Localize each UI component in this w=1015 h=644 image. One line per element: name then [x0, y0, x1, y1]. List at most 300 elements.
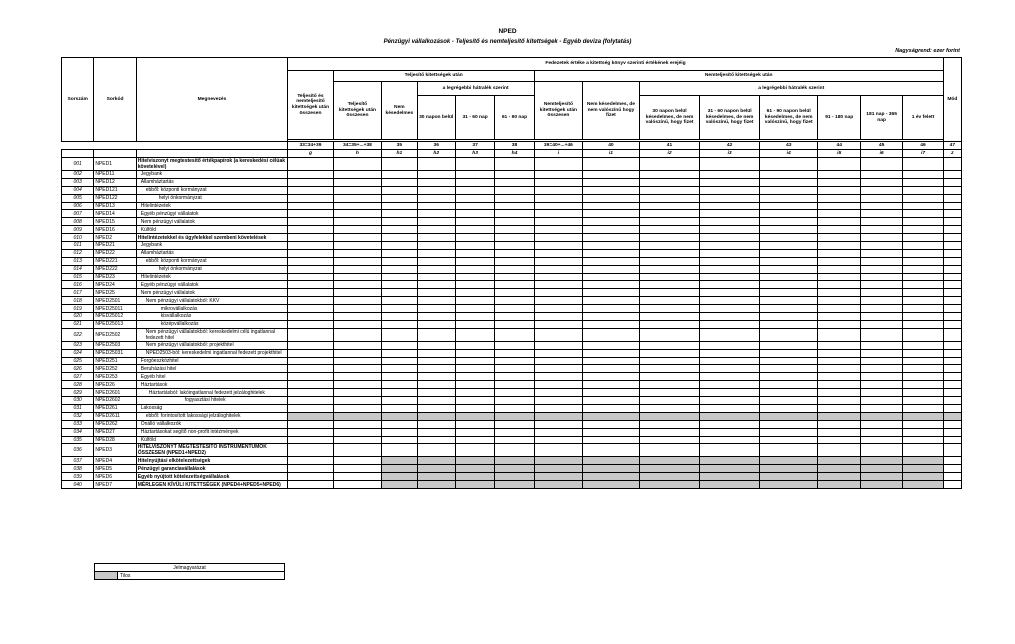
value-cell: [759, 389, 818, 397]
row-code: NPED2602: [94, 397, 136, 405]
col-perf-total: Teljesítő kitettségek után összesen: [333, 82, 381, 140]
value-cell: [417, 389, 455, 397]
value-cell: [759, 473, 818, 481]
value-cell: [903, 273, 943, 281]
value-cell: [583, 234, 640, 242]
table-row: [62, 158, 962, 171]
value-cell: [903, 242, 943, 250]
value-cell: [860, 257, 902, 265]
value-cell: [534, 457, 582, 465]
value-cell: [903, 444, 943, 457]
value-cell: [417, 178, 455, 186]
value-cell: [333, 481, 381, 489]
letter-cell: i2: [639, 150, 700, 158]
table-row: [62, 242, 962, 250]
row-name: Hitelnyújtási elkötelezettségek: [136, 457, 288, 465]
value-cell: [943, 202, 961, 210]
value-cell: [534, 171, 582, 179]
value-cell: [700, 210, 760, 218]
value-cell: [583, 194, 640, 202]
value-cell: [700, 273, 760, 281]
row-number: 020: [62, 313, 94, 321]
table-row: [62, 249, 962, 257]
value-cell: [903, 473, 943, 481]
table-row: [62, 349, 962, 357]
value-cell: [759, 381, 818, 389]
value-cell: [455, 365, 494, 373]
value-cell: [639, 265, 700, 273]
value-cell: [534, 412, 582, 420]
row-code: NPED4: [94, 457, 136, 465]
value-cell: [639, 313, 700, 321]
value-cell: [700, 436, 760, 444]
value-cell: [759, 428, 818, 436]
value-cell: [903, 341, 943, 349]
value-cell: [943, 194, 961, 202]
formula-cell: 41: [639, 142, 700, 150]
value-cell: [943, 257, 961, 265]
value-cell: [382, 218, 417, 226]
value-cell: [860, 381, 902, 389]
value-cell: [288, 373, 333, 381]
row-code: NPED2601: [94, 389, 136, 397]
table-row: [62, 297, 962, 305]
row-name: Nem pénzügyi vállalatokból: KKV: [136, 297, 288, 305]
value-cell: [495, 202, 534, 210]
row-code: NPED12: [94, 178, 136, 186]
value-cell: [382, 436, 417, 444]
row-code: NPED251: [94, 357, 136, 365]
value-cell: [700, 281, 760, 289]
col-p61: 61 - 90 nap: [495, 96, 534, 140]
table-row: [62, 186, 962, 194]
value-cell: [495, 281, 534, 289]
value-cell: [943, 341, 961, 349]
value-cell: [495, 389, 534, 397]
value-cell: [583, 257, 640, 265]
value-cell: [639, 457, 700, 465]
value-cell: [759, 171, 818, 179]
value-cell: [288, 186, 333, 194]
value-cell: [382, 171, 417, 179]
value-cell: [639, 178, 700, 186]
value-cell: [903, 289, 943, 297]
row-number: 001: [62, 158, 94, 171]
value-cell: [495, 186, 534, 194]
value-cell: [534, 444, 582, 457]
row-number: 008: [62, 218, 94, 226]
value-cell: [759, 349, 818, 357]
value-cell: [534, 404, 582, 412]
value-cell: [639, 289, 700, 297]
value-cell: [288, 265, 333, 273]
value-cell: [534, 365, 582, 373]
row-name: Nem pénzügyi vállalatok: [136, 218, 288, 226]
value-cell: [818, 281, 860, 289]
value-cell: [818, 444, 860, 457]
letter-cell: i1: [583, 150, 640, 158]
value-cell: [455, 289, 494, 297]
row-number: 034: [62, 428, 94, 436]
value-cell: [417, 373, 455, 381]
value-cell: [495, 242, 534, 250]
value-cell: [288, 234, 333, 242]
value-cell: [534, 242, 582, 250]
formula-cell: 45: [860, 142, 902, 150]
value-cell: [943, 305, 961, 313]
value-cell: [860, 389, 902, 397]
value-cell: [943, 171, 961, 179]
row-code: NPED122: [94, 194, 136, 202]
table-row: [62, 171, 962, 179]
value-cell: [700, 444, 760, 457]
value-cell: [818, 473, 860, 481]
value-cell: [903, 457, 943, 465]
value-cell: [495, 357, 534, 365]
table-row: [62, 202, 962, 210]
value-cell: [455, 265, 494, 273]
value-cell: [759, 412, 818, 420]
value-cell: [333, 218, 381, 226]
value-cell: [333, 257, 381, 265]
value-cell: [903, 420, 943, 428]
row-name: Egyéb nyújtott kötelezettségvállalások: [136, 473, 288, 481]
legend-swatch: [95, 572, 118, 580]
value-cell: [943, 320, 961, 328]
table-row: [62, 412, 962, 420]
value-cell: [534, 420, 582, 428]
row-name: Egyéb pénzügyi vállalatok: [136, 281, 288, 289]
value-cell: [860, 365, 902, 373]
row-code: NPED25011: [94, 305, 136, 313]
formula-cell: 44: [818, 142, 860, 150]
value-cell: [903, 428, 943, 436]
row-number: 040: [62, 481, 94, 489]
value-cell: [333, 273, 381, 281]
value-cell: [700, 420, 760, 428]
value-cell: [288, 444, 333, 457]
row-code: NPED21: [94, 242, 136, 250]
value-cell: [534, 289, 582, 297]
value-cell: [583, 178, 640, 186]
value-cell: [943, 381, 961, 389]
value-cell: [288, 242, 333, 250]
value-cell: [382, 249, 417, 257]
value-cell: [455, 257, 494, 265]
row-code: NPED25031: [94, 349, 136, 357]
value-cell: [382, 397, 417, 405]
value-cell: [288, 457, 333, 465]
value-cell: [860, 465, 902, 473]
value-cell: [583, 381, 640, 389]
value-cell: [700, 305, 760, 313]
value-cell: [417, 273, 455, 281]
value-cell: [639, 389, 700, 397]
value-cell: [534, 381, 582, 389]
row-number: 035: [62, 436, 94, 444]
value-cell: [288, 404, 333, 412]
value-cell: [818, 305, 860, 313]
value-cell: [417, 171, 455, 179]
value-cell: [288, 481, 333, 489]
value-cell: [417, 265, 455, 273]
row-name: középvállalkozás: [136, 320, 288, 328]
table-row: [62, 397, 962, 405]
value-cell: [903, 313, 943, 321]
value-cell: [700, 249, 760, 257]
formula-cell: 37: [455, 142, 494, 150]
value-cell: [455, 313, 494, 321]
value-cell: [382, 328, 417, 341]
value-cell: [583, 249, 640, 257]
value-cell: [759, 457, 818, 465]
value-cell: [759, 186, 818, 194]
value-cell: [583, 242, 640, 250]
value-cell: [288, 397, 333, 405]
formula-cell: 34=35+...+38: [333, 142, 381, 150]
value-cell: [417, 242, 455, 250]
value-cell: [583, 481, 640, 489]
value-cell: [382, 257, 417, 265]
value-cell: [860, 428, 902, 436]
value-cell: [639, 234, 700, 242]
value-cell: [495, 473, 534, 481]
row-name: Háztartásokat segítő non-profit intézmények: [136, 428, 288, 436]
value-cell: [860, 234, 902, 242]
value-cell: [639, 320, 700, 328]
table-row: [62, 194, 962, 202]
value-cell: [495, 404, 534, 412]
col-p30: 30 napon belül: [417, 96, 455, 140]
value-cell: [333, 404, 381, 412]
value-cell: [818, 404, 860, 412]
col-perf-overdue: a legrégebbi hátralék szerint: [417, 82, 534, 96]
value-cell: [495, 218, 534, 226]
value-cell: [818, 320, 860, 328]
report-table: [61, 57, 962, 489]
value-cell: [903, 265, 943, 273]
formula-cell: 46: [903, 142, 943, 150]
value-cell: [455, 428, 494, 436]
value-cell: [860, 186, 902, 194]
value-cell: [417, 186, 455, 194]
row-name: Lakosság: [136, 404, 288, 412]
value-cell: [534, 305, 582, 313]
value-cell: [583, 273, 640, 281]
value-cell: [639, 465, 700, 473]
value-cell: [333, 320, 381, 328]
value-cell: [333, 349, 381, 357]
value-cell: [943, 218, 961, 226]
value-cell: [903, 397, 943, 405]
value-cell: [417, 313, 455, 321]
value-cell: [943, 265, 961, 273]
value-cell: [860, 202, 902, 210]
value-cell: [455, 381, 494, 389]
value-cell: [455, 481, 494, 489]
value-cell: [903, 249, 943, 257]
value-cell: [943, 365, 961, 373]
value-cell: [818, 257, 860, 265]
value-cell: [818, 242, 860, 250]
value-cell: [333, 457, 381, 465]
value-cell: [903, 171, 943, 179]
value-cell: [583, 444, 640, 457]
value-cell: [534, 341, 582, 349]
value-cell: [288, 281, 333, 289]
value-cell: [943, 273, 961, 281]
value-cell: [382, 349, 417, 357]
value-cell: [583, 457, 640, 465]
value-cell: [583, 171, 640, 179]
value-cell: [639, 328, 700, 341]
value-cell: [860, 397, 902, 405]
value-cell: [700, 194, 760, 202]
value-cell: [583, 404, 640, 412]
value-cell: [903, 281, 943, 289]
value-cell: [495, 297, 534, 305]
value-cell: [417, 349, 455, 357]
value-cell: [455, 226, 494, 234]
value-cell: [288, 194, 333, 202]
value-cell: [382, 389, 417, 397]
value-cell: [534, 158, 582, 171]
value-cell: [534, 465, 582, 473]
value-cell: [818, 226, 860, 234]
row-code: NPED121: [94, 186, 136, 194]
value-cell: [860, 320, 902, 328]
value-cell: [700, 349, 760, 357]
value-cell: [860, 481, 902, 489]
value-cell: [700, 234, 760, 242]
row-name: helyi önkormányzat: [136, 265, 288, 273]
value-cell: [759, 297, 818, 305]
value-cell: [455, 457, 494, 465]
value-cell: [583, 420, 640, 428]
value-cell: [288, 158, 333, 171]
value-cell: [860, 281, 902, 289]
value-cell: [495, 436, 534, 444]
table-row: [62, 210, 962, 218]
value-cell: [639, 202, 700, 210]
row-name: Pénzügyi garanciavállalások: [136, 465, 288, 473]
value-cell: [288, 210, 333, 218]
col-mod: Mód: [943, 58, 961, 142]
row-number: 012: [62, 249, 94, 257]
value-cell: [417, 257, 455, 265]
value-cell: [943, 428, 961, 436]
row-number: 030: [62, 397, 94, 405]
value-cell: [417, 397, 455, 405]
value-cell: [534, 473, 582, 481]
row-number: 032: [62, 412, 94, 420]
formula-cell: 38: [495, 142, 534, 150]
value-cell: [382, 457, 417, 465]
letter-cell: h: [333, 150, 381, 158]
value-cell: [700, 202, 760, 210]
value-cell: [759, 194, 818, 202]
value-cell: [583, 328, 640, 341]
value-cell: [943, 349, 961, 357]
value-cell: [700, 171, 760, 179]
value-cell: [382, 281, 417, 289]
row-code: NPED2502: [94, 328, 136, 341]
value-cell: [860, 444, 902, 457]
value-cell: [759, 226, 818, 234]
row-number: 006: [62, 202, 94, 210]
row-number: 037: [62, 457, 94, 465]
value-cell: [903, 328, 943, 341]
value-cell: [700, 313, 760, 321]
value-cell: [903, 202, 943, 210]
row-name: Jegybank: [136, 171, 288, 179]
value-cell: [943, 328, 961, 341]
value-cell: [534, 234, 582, 242]
row-number: 004: [62, 186, 94, 194]
value-cell: [495, 397, 534, 405]
table-row: [62, 265, 962, 273]
value-cell: [943, 186, 961, 194]
col-np30: 30 napon belül késedelmes, de nem valószínű, hogy fizet: [639, 96, 700, 140]
value-cell: [534, 210, 582, 218]
value-cell: [417, 365, 455, 373]
letter-cell: z: [943, 150, 961, 158]
value-cell: [417, 305, 455, 313]
value-cell: [903, 320, 943, 328]
col-not-overdue: Nem késedelmes: [382, 82, 417, 140]
value-cell: [759, 397, 818, 405]
value-cell: [534, 349, 582, 357]
row-code: NPED2503: [94, 341, 136, 349]
value-cell: [583, 349, 640, 357]
value-cell: [818, 178, 860, 186]
value-cell: [455, 412, 494, 420]
table-row: [62, 381, 962, 389]
formula-cell: 43: [759, 142, 818, 150]
value-cell: [382, 481, 417, 489]
value-cell: [455, 202, 494, 210]
letter-cell: i3: [700, 150, 760, 158]
value-cell: [288, 320, 333, 328]
value-cell: [288, 171, 333, 179]
row-name: Forgóeszközhitel: [136, 357, 288, 365]
value-cell: [534, 281, 582, 289]
value-cell: [759, 242, 818, 250]
row-number: 018: [62, 297, 94, 305]
value-cell: [943, 389, 961, 397]
value-cell: [860, 178, 902, 186]
value-cell: [583, 210, 640, 218]
value-cell: [860, 341, 902, 349]
value-cell: [818, 297, 860, 305]
value-cell: [455, 281, 494, 289]
formula-cell: 42: [700, 142, 760, 150]
row-code: NPED27: [94, 428, 136, 436]
value-cell: [583, 281, 640, 289]
value-cell: [818, 194, 860, 202]
value-cell: [382, 265, 417, 273]
value-cell: [534, 226, 582, 234]
row-number: 022: [62, 328, 94, 341]
letter-cell: h2: [417, 150, 455, 158]
value-cell: [382, 428, 417, 436]
col-np31: 31 - 60 napon belül késedelmes, de nem valószínű, hogy fizet: [700, 96, 760, 140]
col-sorkod: Sorkód: [94, 58, 136, 142]
value-cell: [333, 341, 381, 349]
value-cell: [903, 381, 943, 389]
value-cell: [333, 158, 381, 171]
value-cell: [333, 465, 381, 473]
